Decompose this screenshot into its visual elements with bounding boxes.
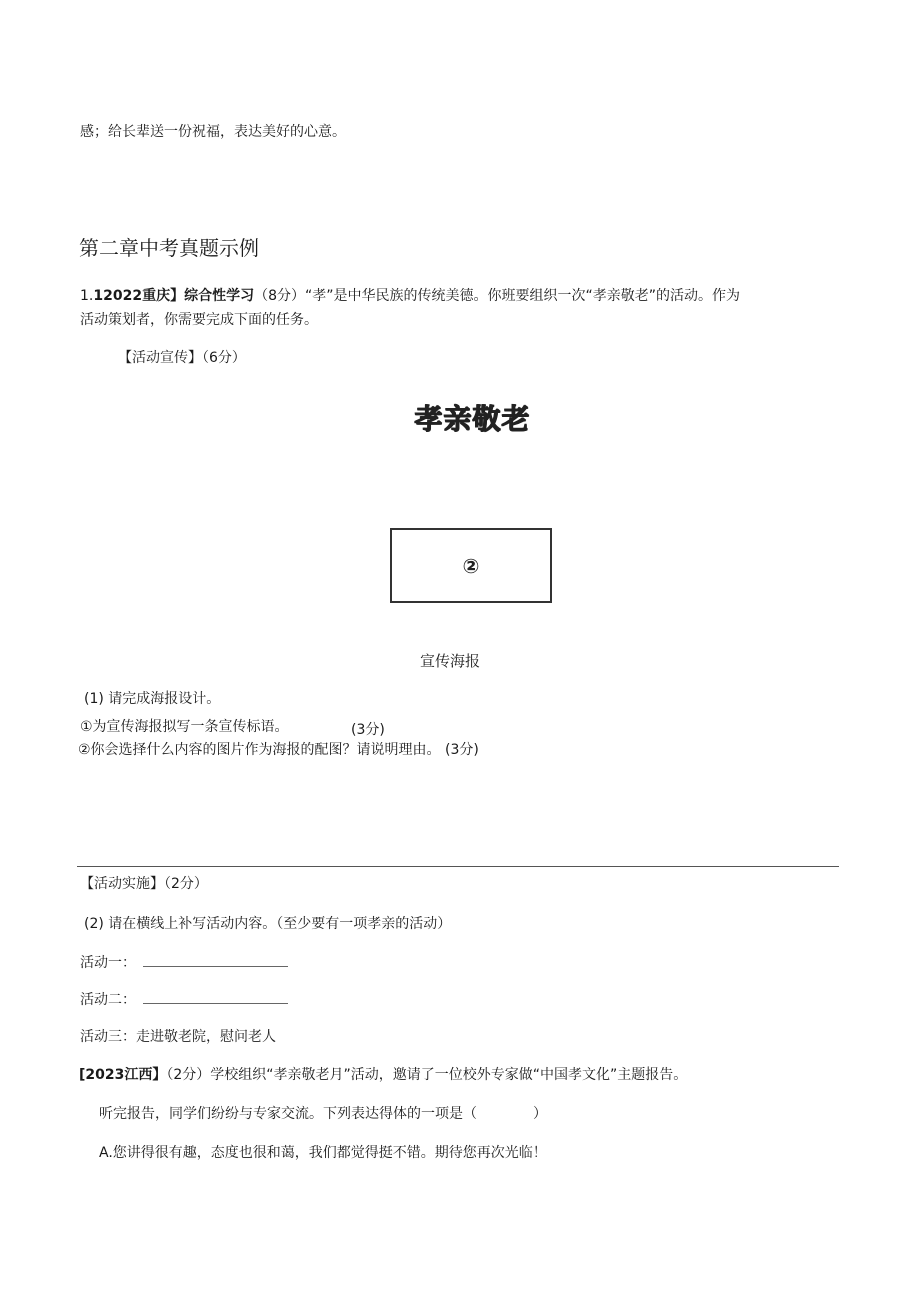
option-a: A.您讲得很有趣，态度也很和蔼，我们都觉得挺不错。期待您再次光临！ (99, 1145, 547, 1161)
activity-2-label: 活动二： (80, 992, 136, 1008)
activity-2-blank[interactable] (143, 1003, 288, 1004)
question-score: （8分） (254, 288, 305, 304)
section-publicity-heading: 【活动宣传】（6分） (118, 350, 246, 366)
sub-question-1-item-1: ①为宣传海报拟写一条宣传标语。 (80, 719, 289, 735)
question-2-line2: 听完报告，同学们纷纷与专家交流。下列表达得体的一项是（ ） (99, 1106, 547, 1122)
question-1-line1 (80, 285, 740, 305)
intro-text: 感；给长辈送一份祝福，表达美好的心意。 (80, 124, 346, 140)
activity-1-label: 活动一： (80, 955, 136, 971)
question-2-text: （2分）学校组织“孝亲敬老月”活动，邀请了一位校外专家做“中国孝文化”主题报告。 (166, 1067, 688, 1083)
question-number: 1. (80, 288, 94, 304)
question-2-line1 (79, 1064, 687, 1084)
poster-placeholder-box (390, 528, 552, 603)
question-source: 12022重庆】综合性学习 (93, 288, 255, 304)
sub-question-1-item-1-score: (3分) (351, 722, 385, 738)
poster-caption: 宣传海报 (420, 652, 481, 670)
sub-question-1-item-2: ②你会选择什么内容的图片作为海报的配图？请说明理由。 (3分) (78, 742, 479, 758)
question-1-line2: 活动策划者，你需要完成下面的任务。 (80, 312, 318, 328)
poster-box-mark: ② (462, 553, 480, 578)
question-2-source: [2023江西】 (79, 1067, 167, 1083)
section-implementation-heading: 【活动实施】（2分） (80, 876, 208, 892)
question-text: “孝”是中华民族的传统美德。你班要组织一次“孝亲敬老”的活动。作为 (305, 288, 741, 304)
divider-line (77, 866, 839, 867)
chapter-title: 第二章中考真题示例 (79, 236, 259, 260)
activity-1-blank[interactable] (143, 966, 288, 967)
sub-question-1: (1) 请完成海报设计。 (84, 691, 221, 707)
activity-3: 活动三：走进敬老院，慰问老人 (80, 1029, 276, 1045)
sub-question-2: (2) 请在横线上补写活动内容。（至少要有一项孝亲的活动） (84, 916, 452, 932)
poster-title-image: 孝亲敬老 (414, 402, 531, 435)
